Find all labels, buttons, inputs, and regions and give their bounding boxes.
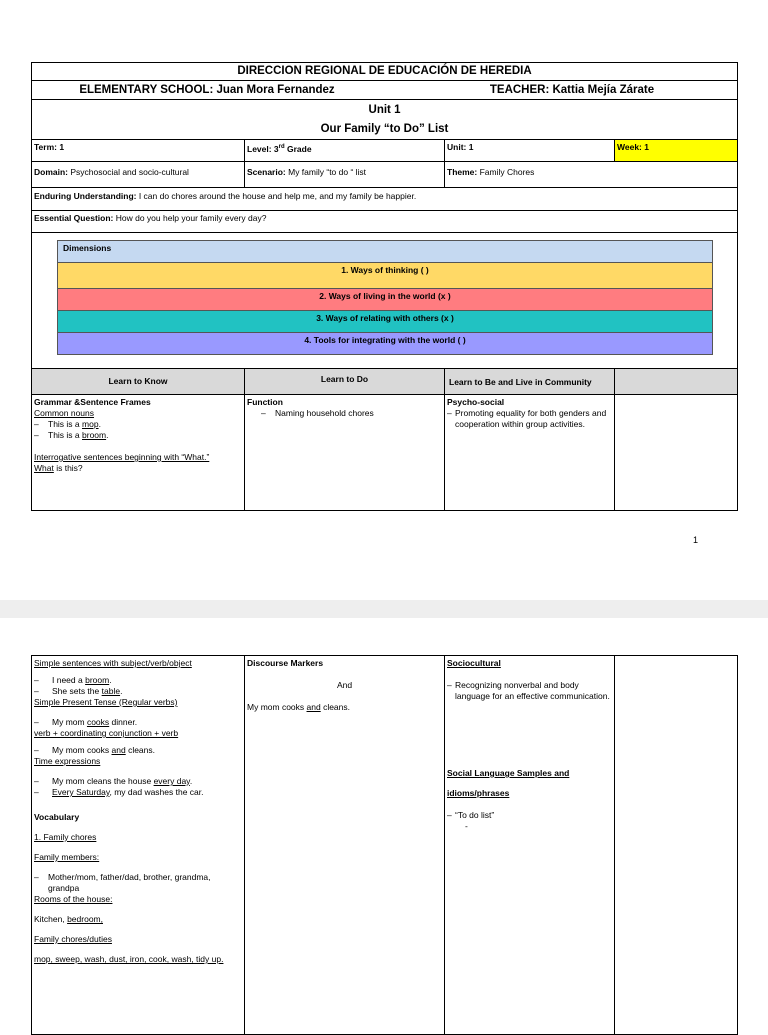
header-school-row [31,80,738,100]
dimension-thinking-label: 1. Ways of thinking ( ) [341,265,429,275]
rooms-pre: Kitchen, [34,914,68,924]
page-number: 1 [693,535,699,545]
duties-title: Family chores/duties [34,934,112,944]
family-chores-title: 1. Family chores [34,832,97,842]
family-members-title: Family members: [34,852,100,862]
todo-item [447,810,612,821]
interrogative-title: Interrogative sentences beginning with “What.” [34,452,210,462]
col-header-do-text: Learn to Do [320,374,369,384]
dimensions-title-text: Dimensions [63,243,112,253]
function-title: Function [247,397,283,407]
enduring-label: Enduring Understanding: [34,191,137,201]
enduring-cell [31,187,738,211]
p2-live-cell [444,655,615,1035]
ex1-post: . [98,419,101,429]
scenario-value: My family “to do “ list [285,167,367,177]
sentence-cooks [34,717,242,728]
ex2-pre: This is a [48,430,83,440]
psycho-item-text: Promoting equality for both genders and cooperation within group activities. [455,408,607,429]
domain-value: Psychosocial and socio-cultural [68,167,189,177]
dimension-relating-label: 3. Ways of relating with others (x ) [316,313,454,323]
sentence-broom [34,675,242,686]
rooms-list [34,914,242,925]
dimension-living [57,288,713,311]
p1-post: dinner. [109,717,138,727]
s1-word: broom [85,675,110,685]
socio-title: Sociocultural [447,658,501,668]
col-header-know-text: Learn to Know [108,376,168,386]
ex1-word: mop [82,419,99,429]
sentence-table [34,686,242,697]
scenario-cell [244,161,445,188]
s2-pre: She sets the [52,686,102,696]
d1-post: cleans. [320,702,350,712]
discourse-title: Discourse Markers [247,658,324,668]
dimension-tools-label: 4. Tools for integrating with the world ( ) [304,335,466,345]
sentence-every-day [34,776,242,787]
week-text: Week: 1 [617,142,649,152]
theme-cell [444,161,738,188]
socio-item-text: Recognizing nonverbal and body language for an effective communication. [455,680,610,701]
discourse-example [247,702,442,713]
t2-word: Every Saturday [52,787,110,797]
enduring-value: I can do chores around the house and help me, and my family be happier. [136,191,417,201]
verb-conj-title: verb + coordinating conjunction + verb [34,728,179,738]
scenario-label: Scenario: [247,167,286,177]
p2-empty-cell [614,655,738,1035]
dimension-living-label: 2. Ways of living in the world (x ) [319,291,451,301]
col-header-know [31,368,245,395]
sentence-cooks-and [34,745,242,756]
sentence-every-saturday [34,787,242,798]
school-name: ELEMENTARY SCHOOL: Juan Mora Fernandez [79,84,335,96]
term-cell [31,139,245,162]
s2-word: table [101,686,121,696]
p1-pre: My mom [52,717,87,727]
and-marker: And [336,680,353,690]
grammar-title: Grammar &Sentence Frames [34,397,151,407]
d1-word: and [306,702,321,712]
level-suffix: Grade [284,143,312,154]
what-rest: is this? [53,463,83,473]
dimensions-title [57,240,713,263]
simple-sentences-title: Simple sentences with subject/verb/object [34,658,192,668]
week-cell [614,139,738,162]
page-separator [0,600,768,618]
header-region-row [31,62,738,81]
time-expr-title: Time expressions [34,756,101,766]
teacher-name: TEACHER: Kattia Mejía Zárate [489,84,655,96]
level-prefix: Level: 3 [247,143,279,154]
level-cell [244,139,445,162]
function-item [261,408,442,419]
level-sup: rd [278,144,285,150]
p2-do-cell [244,655,445,1035]
t1-word: every day [153,776,190,786]
page-2 [0,618,768,1024]
essential-value: How do you help your family every day? [113,213,267,223]
dimension-relating [57,310,713,333]
do-content-cell [244,394,445,511]
psycho-item [447,408,612,430]
psycho-title: Psycho-social [447,397,505,407]
ex1-pre: This is a [48,419,83,429]
term-text: Term: 1 [34,142,65,152]
present-tense-title: Simple Present Tense (Regular verbs) [34,697,178,707]
t2-post: , my dad washes the car. [109,787,204,797]
what-example [34,463,242,474]
c1-word: and [111,745,126,755]
s1-post: . [109,675,112,685]
s2-post: . [120,686,123,696]
theme-value: Family Chores [477,167,535,177]
domain-cell [31,161,245,188]
duties-list-text: mop, sweep, wash, dust, iron, cook, wash, tidy up. [34,954,224,964]
p1-word: cooks [86,717,110,727]
header-unit-row [31,99,738,140]
essential-label: Essential Question: [34,213,114,223]
example-broom [34,430,242,441]
dimension-thinking [57,262,713,289]
level-text [247,144,312,154]
common-nouns: Common nouns [34,408,95,418]
col-header-live [444,368,615,395]
members-list [34,872,242,894]
ex2-post: . [106,430,109,440]
function-item-text: Naming household chores [275,408,374,418]
dash-item: - [465,821,468,831]
essential-cell [31,210,738,233]
p2-know-cell [31,655,245,1035]
duties-list [34,954,242,965]
region-title: DIRECCION REGIONAL DE EDUCACIÓN DE HEREDIA [237,65,532,77]
s1-pre: I need a [52,675,86,685]
domain-label: Domain: [34,167,68,177]
rooms-title: Rooms of the house: [34,894,113,904]
c1-post: cleans. [125,745,155,755]
rooms-word: bedroom, [67,914,103,924]
unit-text: Unit: 1 [447,142,474,152]
theme-label: Theme: [447,167,478,177]
social-language-title-1: Social Language Samples and [447,768,570,778]
col-header-empty [614,368,738,395]
col-header-do [244,368,445,395]
social-language-title-2: idioms/phrases [447,788,510,798]
know-content-cell [31,394,245,511]
todo-text: “To do list” [455,810,495,820]
d1-pre: My mom cooks [247,702,307,712]
unit-number: Unit 1 [368,104,401,116]
socio-item [447,680,612,702]
ex2-word: broom [82,430,107,440]
members-list-text: Mother/mom, father/dad, brother, grandma, grandpa [48,872,211,893]
dimension-tools [57,332,713,355]
t1-post: . [189,776,193,786]
unit-title: Our Family “to Do” List [320,123,449,135]
t1-pre: My mom cleans the house [52,776,154,786]
empty-content-cell [614,394,738,511]
vocab-title: Vocabulary [34,812,80,822]
what-word: What [34,463,54,473]
col-header-live-text: Learn to Be and Live in Community [449,377,592,387]
c1-pre: My mom cooks [52,745,112,755]
unit-cell [444,139,615,162]
example-mop [34,419,242,430]
live-content-cell [444,394,615,511]
